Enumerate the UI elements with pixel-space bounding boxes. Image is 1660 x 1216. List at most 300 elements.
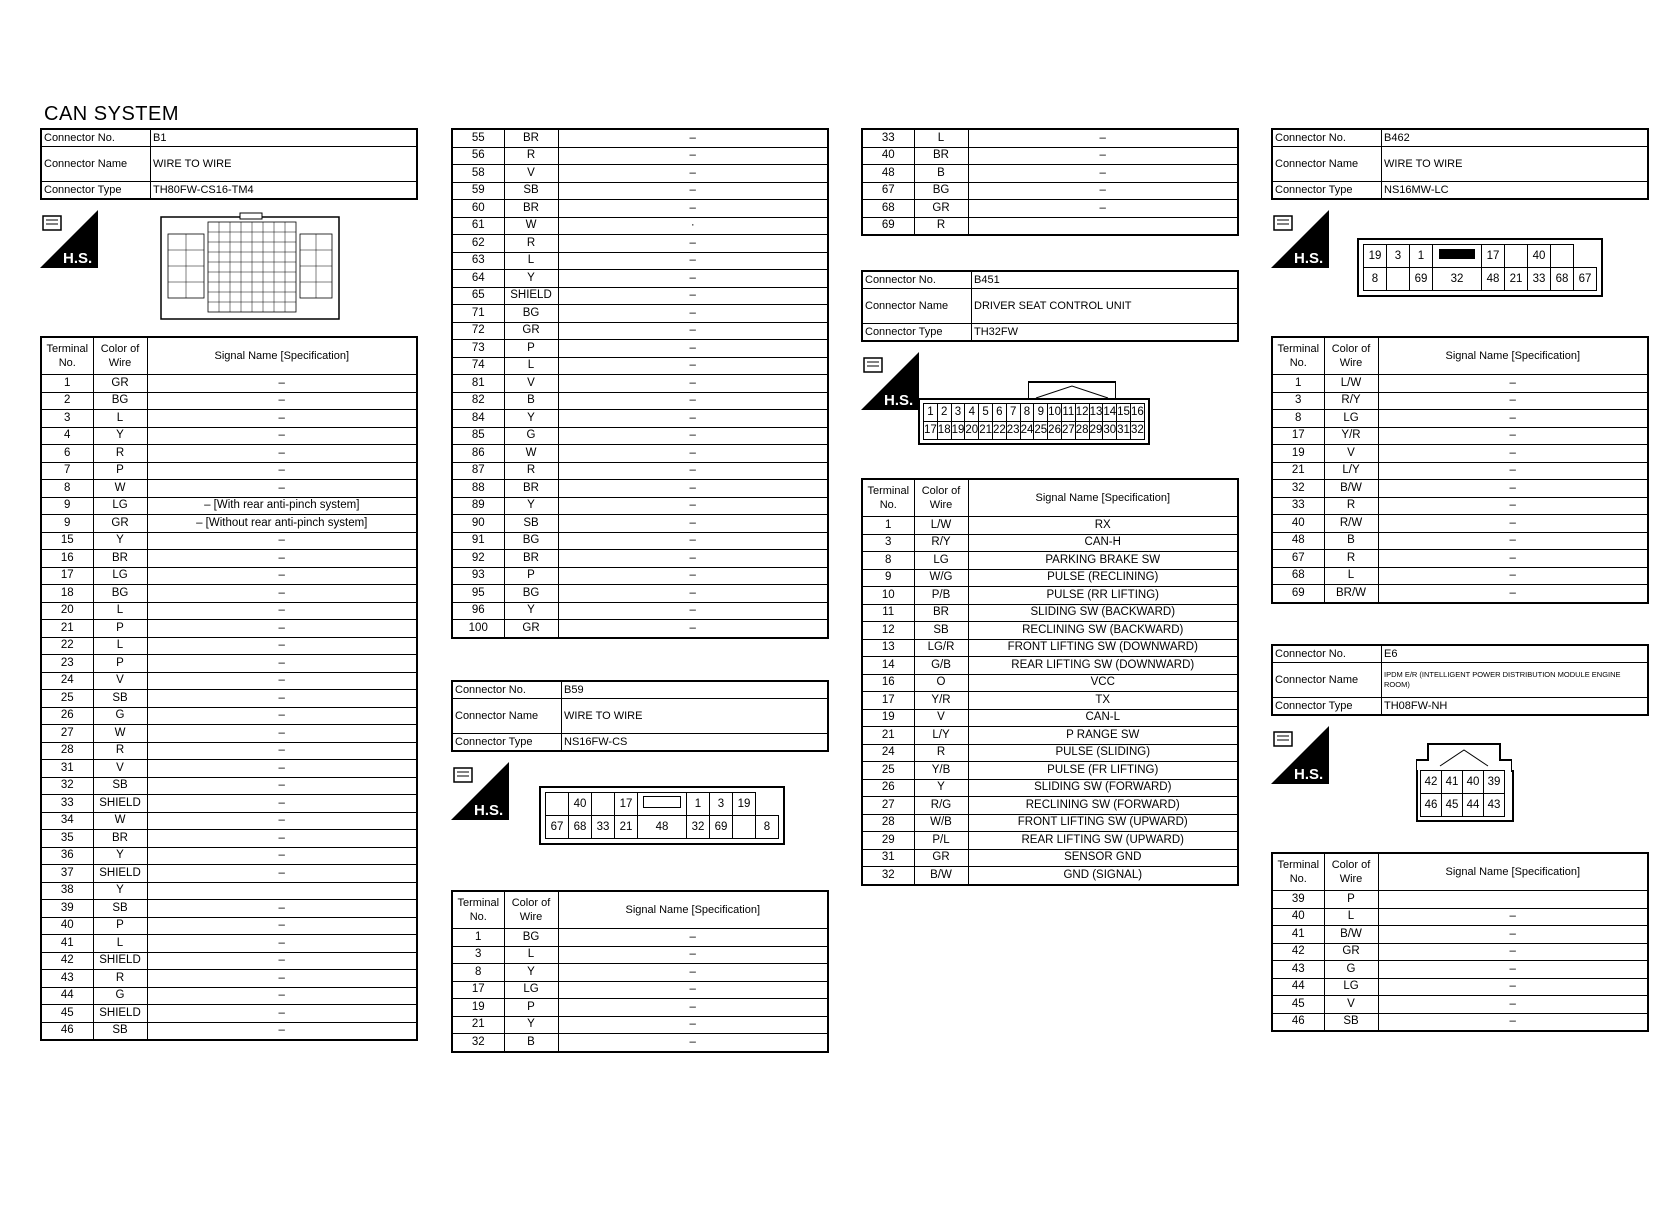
wire-color-cell: G/B — [914, 657, 968, 675]
wire-color-cell: L/W — [1324, 375, 1378, 393]
signal-name-cell: – — [147, 1005, 417, 1023]
wire-color-cell: Y — [504, 270, 558, 288]
signal-name-cell: VCC — [968, 674, 1238, 692]
signal-name-cell: – — [1378, 926, 1648, 944]
signal-name-cell: – — [1378, 961, 1648, 979]
table-row — [452, 217, 828, 235]
terminal-pin: 40 — [1463, 771, 1484, 794]
table-row — [41, 952, 417, 970]
terminal-pin: 46 — [1421, 794, 1442, 817]
signal-name-cell: – — [147, 637, 417, 655]
terminal-no-cell: 11 — [862, 604, 914, 622]
terminal-no-cell: 27 — [41, 725, 93, 743]
connector-type-value: TH32FW — [972, 324, 1239, 342]
table-row — [452, 165, 828, 183]
terminal-no-cell: 45 — [1272, 996, 1324, 1014]
terminal-pin: 48 — [638, 816, 687, 839]
signal-name-cell: – — [558, 497, 828, 515]
table-row — [862, 639, 1238, 657]
signal-name-cell: – — [147, 952, 417, 970]
terminal-pin: 33 — [592, 816, 615, 839]
wire-color-cell: P — [93, 620, 147, 638]
connector-name-label: Connector Name — [41, 147, 151, 182]
table-row — [41, 427, 417, 445]
wire-color-cell: L — [93, 602, 147, 620]
terminal-no-cell: 92 — [452, 550, 504, 568]
wire-color-cell: W — [93, 812, 147, 830]
terminal-no-cell: 1 — [452, 929, 504, 947]
signal-name-cell: – — [558, 129, 828, 147]
terminal-no-cell: 95 — [452, 585, 504, 603]
wire-color-cell: B/W — [1324, 480, 1378, 498]
table-row — [41, 497, 417, 515]
terminal-no-cell: 65 — [452, 287, 504, 305]
wire-color-cell: GR — [914, 849, 968, 867]
table-row — [452, 392, 828, 410]
wire-color-cell: SB — [504, 182, 558, 200]
signal-name-cell: – — [1378, 996, 1648, 1014]
terminal-pin: 32 — [687, 816, 710, 839]
connector-b59-pin-table-continued — [861, 128, 1239, 236]
connector-b59-pin-table — [451, 890, 829, 1053]
connector-e6-info — [1271, 644, 1649, 716]
signal-name-cell: – — [558, 929, 828, 947]
table-row — [452, 532, 828, 550]
connector-b451-pin-table — [861, 478, 1239, 886]
signal-name-cell: – — [1378, 943, 1648, 961]
signal-name-cell: – — [558, 200, 828, 218]
table-row — [862, 129, 1238, 147]
terminal-no-cell: 89 — [452, 497, 504, 515]
connector-b1-face-diagram — [160, 212, 340, 322]
signal-name-cell: – — [558, 445, 828, 463]
table-row — [452, 480, 828, 498]
wire-color-cell: L — [1324, 908, 1378, 926]
terminal-no-cell: 3 — [452, 946, 504, 964]
terminal-pin: 39 — [1484, 771, 1505, 794]
signal-name-cell: – — [558, 287, 828, 305]
terminal-no-cell: 12 — [862, 622, 914, 640]
signal-name-cell: FRONT LIFTING SW (UPWARD) — [968, 814, 1238, 832]
wire-color-cell: R — [504, 235, 558, 253]
connector-b59-info — [451, 680, 829, 752]
connector-b462-section — [1271, 128, 1649, 604]
wire-color-cell: GR — [93, 515, 147, 533]
terminal-pin — [592, 793, 615, 816]
table-row — [862, 552, 1238, 570]
terminal-no-cell: 46 — [1272, 1013, 1324, 1031]
terminal-pin: 1 — [1410, 245, 1433, 268]
connector-type-label: Connector Type — [452, 734, 562, 752]
hs-icon — [1271, 726, 1329, 784]
signal-name-cell: – — [558, 550, 828, 568]
table-row — [862, 182, 1238, 200]
table-row — [452, 252, 828, 270]
signal-name-cell: – — [147, 410, 417, 428]
terminal-no-cell: 10 — [862, 587, 914, 605]
connector-name-value: WIRE TO WIRE — [562, 699, 829, 734]
table-row — [1272, 480, 1648, 498]
wire-color-cell: B/W — [914, 867, 968, 885]
terminal-no-cell: 22 — [41, 637, 93, 655]
wire-color-cell: B — [504, 1034, 558, 1052]
table-row — [862, 569, 1238, 587]
table-row — [1272, 532, 1648, 550]
wire-color-cell: BG — [504, 929, 558, 947]
table-row — [41, 445, 417, 463]
table-row — [1272, 462, 1648, 480]
signal-name-cell: – — [1378, 908, 1648, 926]
wire-color-cell: R — [93, 445, 147, 463]
terminal-no-cell: 38 — [41, 882, 93, 900]
connector-type-label: Connector Type — [862, 324, 972, 342]
terminal-no-cell: 8 — [862, 552, 914, 570]
terminal-no-cell: 33 — [41, 795, 93, 813]
table-row — [862, 517, 1238, 535]
signal-name-cell: – — [558, 305, 828, 323]
hs-icon — [451, 762, 509, 820]
terminal-pin: 30 — [1103, 422, 1117, 440]
terminal-no-cell: 9 — [41, 515, 93, 533]
terminal-no-cell: 61 — [452, 217, 504, 235]
signal-name-cell: PARKING BRAKE SW — [968, 552, 1238, 570]
signal-name-header: Signal Name [Specification] — [968, 479, 1238, 517]
table-row — [1272, 585, 1648, 603]
signal-name-cell: – — [558, 532, 828, 550]
signal-name-cell: P RANGE SW — [968, 727, 1238, 745]
signal-name-cell: – — [558, 981, 828, 999]
terminal-pin: 10 — [1048, 404, 1062, 422]
wire-color-cell: R/W — [1324, 515, 1378, 533]
table-row — [1272, 427, 1648, 445]
wire-color-cell: V — [504, 165, 558, 183]
table-row — [452, 567, 828, 585]
terminal-pin: 40 — [1528, 245, 1551, 268]
connector-name-label: Connector Name — [452, 699, 562, 734]
connector-b1-pin-table-continued — [451, 128, 829, 639]
table-row — [862, 797, 1238, 815]
wire-color-cell: Y — [504, 410, 558, 428]
connector-type-value: TH08FW-NH — [1382, 698, 1649, 716]
terminal-pin: 32 — [1433, 268, 1482, 291]
connector-no-label: Connector No. — [1272, 129, 1382, 147]
terminal-no-cell: 3 — [862, 534, 914, 552]
wire-color-cell: SB — [504, 515, 558, 533]
connector-name-label: Connector Name — [1272, 663, 1382, 698]
signal-name-cell: – — [147, 900, 417, 918]
wire-color-cell: L — [504, 946, 558, 964]
wire-color-cell: BG — [504, 532, 558, 550]
wire-color-cell: Y — [93, 847, 147, 865]
terminal-pin: 26 — [1048, 422, 1062, 440]
connector-b1-pin-table — [40, 336, 418, 1041]
signal-name-cell: CAN-L — [968, 709, 1238, 727]
terminal-no-cell: 42 — [1272, 943, 1324, 961]
wire-color-cell: P — [504, 340, 558, 358]
table-row — [1272, 550, 1648, 568]
hs-icon — [40, 210, 98, 268]
terminal-no-cell: 21 — [1272, 462, 1324, 480]
table-row — [41, 760, 417, 778]
wire-color-cell: L — [914, 129, 968, 147]
svg-text:H.S.: H.S. — [1294, 766, 1324, 783]
signal-name-cell: – — [558, 567, 828, 585]
terminal-no-cell: 88 — [452, 480, 504, 498]
terminal-pin: 69 — [710, 816, 733, 839]
terminal-no-cell: 25 — [862, 762, 914, 780]
terminal-no-cell: 25 — [41, 690, 93, 708]
wire-color-cell: V — [1324, 445, 1378, 463]
terminal-pin: 68 — [1551, 268, 1574, 291]
wire-color-cell: LG — [504, 981, 558, 999]
wire-color-cell: LG/R — [914, 639, 968, 657]
wire-color-cell: W/B — [914, 814, 968, 832]
terminal-no-cell: 42 — [41, 952, 93, 970]
signal-name-cell: – — [147, 777, 417, 795]
signal-name-cell: PULSE (RR LIFTING) — [968, 587, 1238, 605]
terminal-pin: 67 — [546, 816, 569, 839]
terminal-no-header: Terminal No. — [1272, 337, 1324, 375]
wire-color-cell: V — [1324, 996, 1378, 1014]
table-row — [1272, 891, 1648, 909]
terminal-no-cell: 16 — [862, 674, 914, 692]
table-row — [41, 847, 417, 865]
signal-name-cell: – — [1378, 497, 1648, 515]
signal-name-cell: – — [558, 375, 828, 393]
connector-type-value: NS16MW-LC — [1382, 182, 1649, 200]
table-row — [41, 707, 417, 725]
signal-name-cell: – — [558, 515, 828, 533]
table-row — [452, 550, 828, 568]
terminal-pin: 1 — [687, 793, 710, 816]
table-row — [452, 445, 828, 463]
terminal-no-cell: 81 — [452, 375, 504, 393]
terminal-no-cell: 32 — [862, 867, 914, 885]
table-row — [452, 1016, 828, 1034]
connector-b59-section — [451, 680, 829, 1053]
terminal-no-cell: 43 — [1272, 961, 1324, 979]
signal-name-cell: RECLINING SW (BACKWARD) — [968, 622, 1238, 640]
terminal-no-cell: 26 — [862, 779, 914, 797]
table-row — [862, 622, 1238, 640]
wire-color-cell: SHIELD — [93, 952, 147, 970]
svg-text:H.S.: H.S. — [474, 802, 504, 819]
table-row — [41, 637, 417, 655]
terminal-no-cell: 58 — [452, 165, 504, 183]
wire-color-cell: BR — [914, 604, 968, 622]
terminal-no-cell: 74 — [452, 357, 504, 375]
wire-color-cell: P/B — [914, 587, 968, 605]
table-row — [452, 427, 828, 445]
connector-type-value: TH80FW-CS16-TM4 — [151, 182, 418, 200]
signal-name-cell: – — [147, 375, 417, 393]
terminal-no-cell: 13 — [862, 639, 914, 657]
terminal-no-cell: 35 — [41, 830, 93, 848]
wire-color-cell: P — [93, 462, 147, 480]
terminal-no-cell: 32 — [41, 777, 93, 795]
terminal-pin: 7 — [1006, 404, 1020, 422]
table-row — [862, 727, 1238, 745]
connector-b462-info — [1271, 128, 1649, 200]
signal-name-cell: – — [147, 445, 417, 463]
connector-e6-section — [1271, 644, 1649, 1032]
table-row — [1272, 567, 1648, 585]
signal-name-cell: – — [1378, 532, 1648, 550]
connector-name-label: Connector Name — [862, 289, 972, 324]
table-row — [452, 585, 828, 603]
signal-name-cell: REAR LIFTING SW (DOWNWARD) — [968, 657, 1238, 675]
signal-name-cell: PULSE (FR LIFTING) — [968, 762, 1238, 780]
signal-name-cell: – — [147, 795, 417, 813]
color-of-wire-header: Color of Wire — [1324, 337, 1378, 375]
wire-color-cell: LG — [1324, 978, 1378, 996]
signal-name-cell: – — [1378, 427, 1648, 445]
wire-color-cell: P — [1324, 891, 1378, 909]
terminal-pin: 40 — [569, 793, 592, 816]
signal-name-header: Signal Name [Specification] — [1378, 337, 1648, 375]
terminal-no-header: Terminal No. — [1272, 853, 1324, 891]
terminal-no-cell: 82 — [452, 392, 504, 410]
signal-name-cell: – — [147, 480, 417, 498]
wire-color-cell: W — [93, 725, 147, 743]
wire-color-cell: R — [914, 217, 968, 235]
terminal-no-cell: 17 — [41, 567, 93, 585]
table-row — [41, 725, 417, 743]
connector-no-value: B462 — [1382, 129, 1649, 147]
terminal-no-cell: 68 — [1272, 567, 1324, 585]
terminal-pin: 12 — [1075, 404, 1089, 422]
wire-color-cell: Y — [93, 427, 147, 445]
terminal-no-cell: 91 — [452, 532, 504, 550]
wire-color-cell: LG — [93, 567, 147, 585]
signal-name-cell: – — [1378, 480, 1648, 498]
wire-color-cell: R/Y — [1324, 392, 1378, 410]
table-row — [862, 744, 1238, 762]
signal-name-cell: – — [558, 462, 828, 480]
terminal-no-cell: 87 — [452, 462, 504, 480]
wire-color-cell: LG — [914, 552, 968, 570]
terminal-no-cell: 68 — [862, 200, 914, 218]
terminal-no-cell: 4 — [41, 427, 93, 445]
signal-name-cell: – — [558, 427, 828, 445]
wire-color-cell: L/Y — [914, 727, 968, 745]
table-row — [452, 929, 828, 947]
terminal-no-cell: 60 — [452, 200, 504, 218]
terminal-pin: 29 — [1089, 422, 1103, 440]
terminal-no-cell: 48 — [1272, 532, 1324, 550]
signal-name-cell: – — [1378, 410, 1648, 428]
terminal-no-cell: 26 — [41, 707, 93, 725]
signal-name-cell: SLIDING SW (BACKWARD) — [968, 604, 1238, 622]
terminal-pin: 24 — [1020, 422, 1034, 440]
signal-name-cell: RX — [968, 517, 1238, 535]
terminal-pin: 43 — [1484, 794, 1505, 817]
connector-no-value: B59 — [562, 681, 829, 699]
wire-color-cell: Y — [504, 497, 558, 515]
table-row — [41, 777, 417, 795]
terminal-no-cell: 1 — [1272, 375, 1324, 393]
table-row — [1272, 445, 1648, 463]
terminal-no-cell: 48 — [862, 165, 914, 183]
terminal-no-cell: 6 — [41, 445, 93, 463]
table-row — [452, 235, 828, 253]
wire-color-cell: W — [504, 217, 558, 235]
table-row — [41, 1005, 417, 1023]
hs-icon — [1271, 210, 1329, 268]
connector-type-label: Connector Type — [1272, 182, 1382, 200]
signal-name-cell: FRONT LIFTING SW (DOWNWARD) — [968, 639, 1238, 657]
terminal-no-cell: 1 — [862, 517, 914, 535]
wire-color-cell: G — [93, 707, 147, 725]
table-row — [862, 849, 1238, 867]
signal-name-cell: – — [1378, 550, 1648, 568]
signal-name-cell: – — [558, 602, 828, 620]
terminal-pin: 11 — [1061, 404, 1075, 422]
table-row — [452, 147, 828, 165]
table-row — [452, 964, 828, 982]
signal-name-cell: – — [1378, 462, 1648, 480]
terminal-no-cell: 63 — [452, 252, 504, 270]
connector-name-value: WIRE TO WIRE — [151, 147, 418, 182]
terminal-no-cell: 1 — [41, 375, 93, 393]
terminal-pin: 8 — [1020, 404, 1034, 422]
terminal-no-cell: 67 — [1272, 550, 1324, 568]
signal-name-cell: – — [147, 812, 417, 830]
terminal-no-cell: 14 — [862, 657, 914, 675]
terminal-no-cell: 32 — [1272, 480, 1324, 498]
signal-name-cell: RECLINING SW (FORWARD) — [968, 797, 1238, 815]
table-row — [41, 830, 417, 848]
table-row — [1272, 515, 1648, 533]
wire-color-cell: SB — [93, 777, 147, 795]
table-row — [862, 200, 1238, 218]
wire-color-cell: B/W — [1324, 926, 1378, 944]
terminal-no-cell: 20 — [41, 602, 93, 620]
wire-color-cell: Y — [504, 1016, 558, 1034]
terminal-pin: 68 — [569, 816, 592, 839]
table-row — [452, 946, 828, 964]
signal-name-header: Signal Name [Specification] — [558, 891, 828, 929]
terminal-no-cell: 62 — [452, 235, 504, 253]
terminal-pin: 13 — [1089, 404, 1103, 422]
signal-name-cell: – — [558, 235, 828, 253]
connector-no-label: Connector No. — [1272, 645, 1382, 663]
table-row — [41, 620, 417, 638]
terminal-no-cell: 67 — [862, 182, 914, 200]
signal-name-cell: – — [558, 999, 828, 1017]
connector-b1-section — [40, 128, 418, 1041]
wire-color-cell: Y — [504, 602, 558, 620]
terminal-pin: 21 — [1505, 268, 1528, 291]
wire-color-cell: GR — [504, 620, 558, 638]
terminal-no-header: Terminal No. — [452, 891, 504, 929]
color-of-wire-header: Color of Wire — [1324, 853, 1378, 891]
color-of-wire-header: Color of Wire — [504, 891, 558, 929]
signal-name-cell: – — [147, 427, 417, 445]
wire-color-cell: L — [504, 252, 558, 270]
wire-color-cell: BR — [914, 147, 968, 165]
signal-name-cell: – — [147, 690, 417, 708]
signal-name-cell: – — [147, 935, 417, 953]
table-row — [41, 812, 417, 830]
signal-name-cell: – — [147, 392, 417, 410]
terminal-no-cell: 64 — [452, 270, 504, 288]
table-row — [41, 462, 417, 480]
wire-color-cell: Y/B — [914, 762, 968, 780]
terminal-pin: 21 — [615, 816, 638, 839]
terminal-no-cell: 33 — [1272, 497, 1324, 515]
terminal-pin: 3 — [710, 793, 733, 816]
